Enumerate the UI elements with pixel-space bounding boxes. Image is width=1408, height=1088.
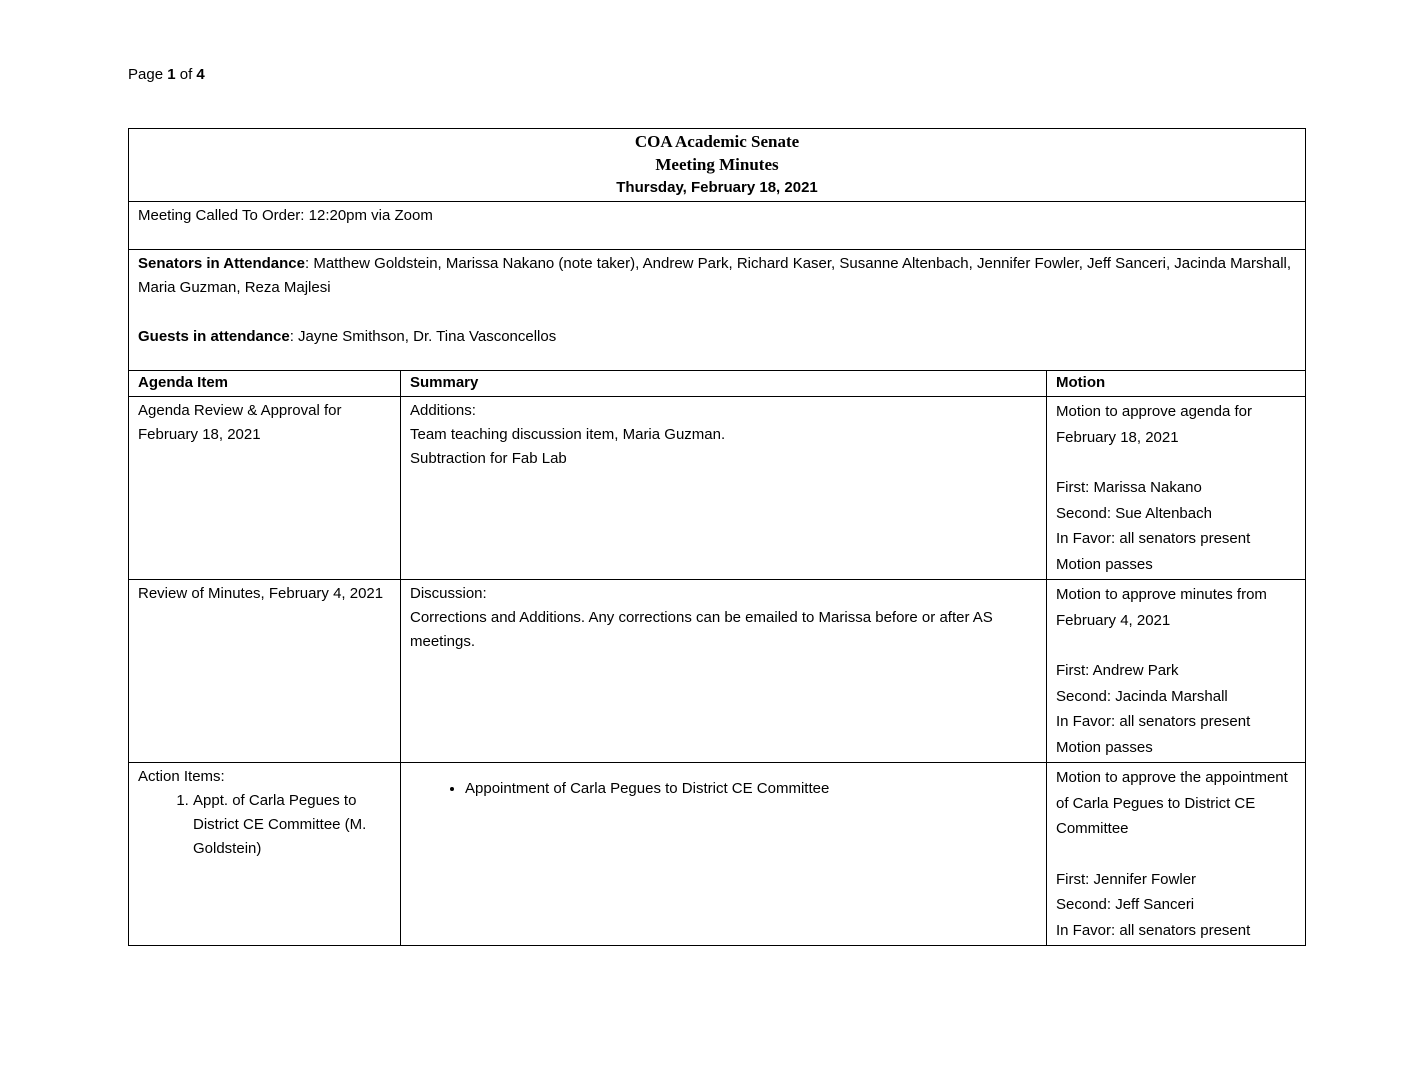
document-title: Meeting Minutes xyxy=(655,155,779,174)
summary: Additions: Team teaching discussion item, Maria Guzman. Subtraction for Fab Lab xyxy=(401,397,1047,580)
table-row xyxy=(129,397,1306,580)
minutes-table xyxy=(128,128,1306,946)
agenda-item: Review of Minutes, February 4, 2021 xyxy=(129,580,401,763)
table-row xyxy=(129,763,1306,946)
table-row xyxy=(129,580,1306,763)
column-header-summary: Summary xyxy=(401,371,1047,397)
summary xyxy=(401,763,1047,946)
senators-in-attendance: Senators in Attendance: Matthew Goldstein, Marissa Nakano (note taker), Andrew Park, Richard Kaser, Susanne Altenbach, Jennifer Fowler, Jeff Sanceri, Jacinda Marshall, Maria Guzman, Reza Majlesi xyxy=(138,255,1292,296)
agenda-item: Action Items: 1. Appt. of Carla Pegues to District CE Committee (M. Goldstein) xyxy=(129,763,401,946)
motion: Motion to approve minutes from February 4, 2021 First: Andrew Park Second: Jacinda Marshall In Favor: all senators present Motion passes xyxy=(1047,580,1306,763)
summary: Discussion: Corrections and Additions. Any corrections can be emailed to Marissa before or after AS meetings. xyxy=(401,580,1047,763)
page-number: Page 1 of 4 xyxy=(128,66,205,83)
org-name: COA Academic Senate xyxy=(634,132,800,151)
motion: Motion to approve agenda for February 18, 2021 First: Marissa Nakano Second: Sue Altenbach In Favor: all senators present Motion passes xyxy=(1047,397,1306,580)
document-header xyxy=(129,129,1306,202)
agenda-item: Agenda Review & Approval for February 18, 2021 xyxy=(129,397,401,580)
meeting-date: Thursday, February 18, 2021 xyxy=(616,179,818,196)
column-header-motion: Motion xyxy=(1047,371,1306,397)
column-header-agenda-item: Agenda Item xyxy=(129,371,401,397)
attendance xyxy=(129,250,1306,371)
called-to-order: Meeting Called To Order: 12:20pm via Zoom xyxy=(129,202,1306,250)
summary-bullet: • Appointment of Carla Pegues to District CE Committee xyxy=(465,777,1037,801)
guests-in-attendance: Guests in attendance: Jayne Smithson, Dr. Tina Vasconcellos xyxy=(138,328,557,345)
motion: Motion to approve the appointment of Carla Pegues to District CE Committee First: Jennifer Fowler Second: Jeff Sanceri In Favor: all senators present xyxy=(1047,763,1306,946)
action-item: 1. Appt. of Carla Pegues to District CE Committee (M. Goldstein) xyxy=(193,789,391,861)
